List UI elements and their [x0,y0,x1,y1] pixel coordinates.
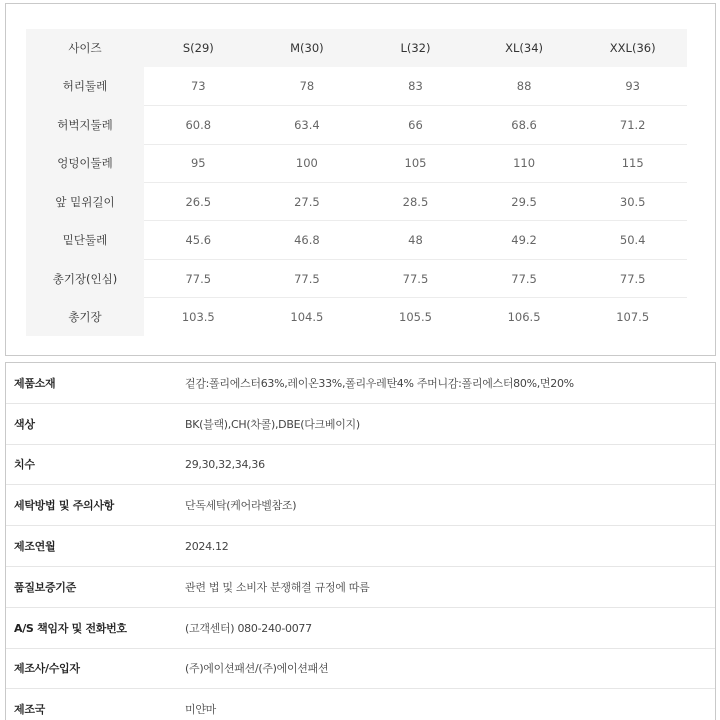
table-cell: 49.2 [470,221,579,259]
table-cell: 105.5 [399,310,432,325]
size-header-xl: XL(34) [470,29,579,67]
table-cell: 107.5 [616,310,650,325]
product-info-panel [5,362,716,720]
info-row-size [6,445,715,486]
table-row [26,298,687,336]
table-cell: 73 [144,67,253,105]
info-value: (주)에이션패션/(주)에이션패션 [185,662,329,676]
info-row-as-contact [6,608,715,649]
table-cell: 63.4 [253,106,362,144]
table-cell: 48 [361,221,470,259]
info-value: 관련 법 및 소비자 분쟁해결 규정에 따름 [185,580,370,594]
table-cell: 50.4 [578,221,687,259]
info-row-country [6,689,715,720]
table-cell: 71.2 [578,106,687,144]
info-value: 2024.12 [185,539,229,553]
info-label: 제조연월 [14,540,56,554]
info-label: 제조국 [14,703,45,717]
table-cell: 45.6 [144,221,253,259]
table-row [26,259,687,297]
row-label: 총기장 [26,298,144,336]
table-cell: 29.5 [470,183,579,221]
table-cell: 26.5 [144,183,253,221]
info-value: 미얀마 [185,703,216,717]
table-cell: 83 [361,67,470,105]
row-label: 허리둘레 [26,67,144,105]
table-cell: 46.8 [253,221,362,259]
info-value: (고객센터) 080-240-0077 [185,621,312,635]
row-label: 허벅지둘레 [26,106,144,144]
table-cell: 95 [144,144,253,182]
table-cell: 77.5 [578,259,687,297]
info-label: 제조사/수입자 [14,662,80,676]
table-row [26,221,687,259]
size-chart-panel [5,3,716,356]
info-value: 단독세탁(케어라벨참조) [185,499,297,513]
table-row [26,106,687,144]
table-row [26,144,687,182]
table-cell: 77.5 [470,259,579,297]
info-label: 품질보증기준 [14,580,76,594]
size-chart-table [26,29,687,336]
table-cell: 27.5 [253,183,362,221]
table-cell: 77.5 [144,259,253,297]
table-cell: 78 [253,67,362,105]
info-label: A/S 책임자 및 전화번호 [14,621,127,635]
info-label: 제품소재 [14,376,56,390]
info-value: 29,30,32,34,36 [185,457,265,471]
table-cell: 68.6 [470,106,579,144]
info-row-warranty [6,567,715,608]
table-row [26,67,687,105]
info-label: 색상 [14,417,35,431]
info-label: 세탁방법 및 주의사항 [14,499,114,513]
table-cell: 100 [253,144,362,182]
row-label: 총기장(인심) [26,259,144,297]
product-info-list [6,363,715,720]
table-cell: 110 [470,144,579,182]
table-cell: 115 [578,144,687,182]
size-header-m: M(30) [253,29,362,67]
info-row-manufacture-date [6,526,715,567]
table-cell: 77.5 [361,259,470,297]
row-label: 앞 밑위길이 [26,183,144,221]
size-header-l: L(32) [361,29,470,67]
table-row [26,183,687,221]
table-cell: 106.5 [507,310,541,325]
row-label: 밑단둘레 [26,221,144,259]
row-label: 엉덩이둘레 [26,144,144,182]
info-value: BK(블랙),CH(차콜),DBE(다크베이지) [185,417,360,431]
size-header-xxl: XXL(36) [578,29,687,67]
table-cell: 30.5 [578,183,687,221]
size-header-s: S(29) [144,29,253,67]
info-label: 치수 [14,458,35,472]
table-cell: 93 [578,67,687,105]
info-value: 겉감:폴리에스터63%,레이온33%,폴리우레탄4% 주머니감:폴리에스터80%,면20% [185,376,574,390]
table-cell: 103.5 [181,310,215,325]
table-cell: 88 [470,67,579,105]
info-row-manufacturer [6,649,715,690]
table-cell: 28.5 [361,183,470,221]
size-chart-header-row [26,29,687,67]
size-header-label: 사이즈 [26,29,144,67]
info-row-material [6,363,715,404]
info-row-care [6,485,715,526]
table-cell: 66 [361,106,470,144]
table-cell: 105 [361,144,470,182]
table-cell: 60.8 [144,106,253,144]
table-cell: 104.5 [290,310,324,325]
info-row-color [6,404,715,445]
table-cell: 77.5 [253,259,362,297]
